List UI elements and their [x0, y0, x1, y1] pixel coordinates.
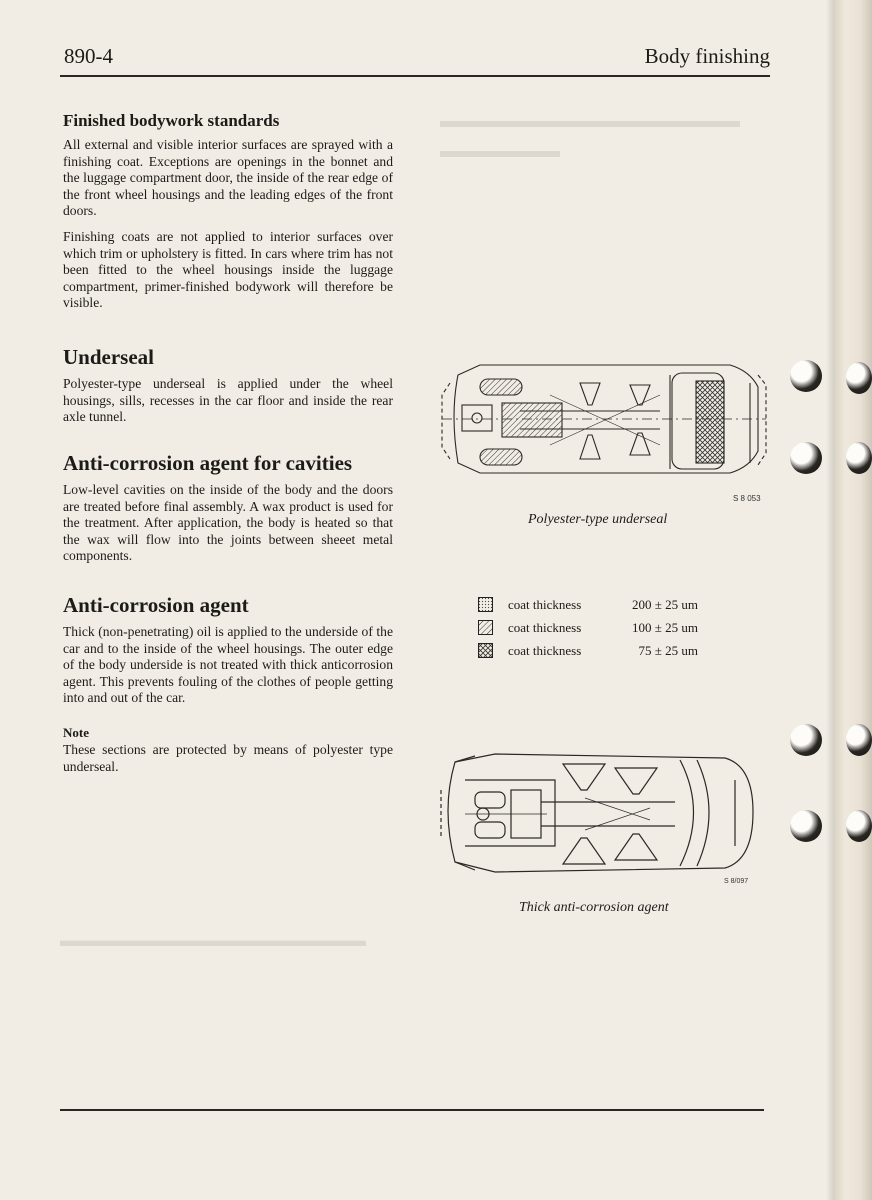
underseal-paragraph: Polyester-type underseal is applied under the wheel housings, sills, recesses in the car floor and inside the rear axle tunnel.	[63, 376, 393, 425]
anticorrosion-section	[63, 593, 393, 716]
anticorrosion-paragraph: Thick (non-penetrating) oil is applied to the underside of the car and to the inside of the wheel housings. The outer edge of the body underside is not treated with thick anticorrosion agent. This prevents fouling of the clothes of people getting into and out of the car.	[63, 624, 393, 706]
binder-hole-icon	[790, 442, 822, 474]
bleed-through-decor: ▬▬▬▬▬▬▬▬▬▬▬▬▬▬▬	[440, 110, 740, 132]
binder-hole-icon	[846, 810, 872, 842]
footer-rule	[60, 1109, 764, 1111]
finished-bodywork-section	[63, 111, 393, 321]
finished-bodywork-paragraph-2: Finishing coats are not applied to interior surfaces over which trim or upholstery is fitted. In cars where trim has not been fitted to the wheel housings inside the luggage compartment, primer-finished bodywork will therefore be visible.	[63, 228, 393, 311]
section-title: Body finishing	[644, 44, 770, 68]
legend-label: coat thickness	[508, 620, 582, 635]
legend-value: 75 ± 25 um	[638, 643, 698, 658]
anticorrosion-figure-caption: Thick anti-corrosion agent	[519, 900, 669, 915]
note-section	[63, 725, 393, 784]
underseal-section	[63, 345, 393, 435]
underseal-diagram	[440, 355, 770, 500]
note-paragraph: These sections are protected by means of polyester type underseal.	[63, 742, 393, 774]
cavities-heading: Anti-corrosion agent for cavities	[63, 451, 353, 475]
underseal-heading: Underseal	[63, 345, 154, 369]
dotted-swatch-icon	[478, 597, 493, 612]
legend-row	[478, 642, 718, 665]
note-heading: Note	[63, 725, 89, 740]
binder-hole-icon	[846, 362, 872, 394]
underseal-figure-code: S 8 053	[733, 494, 761, 503]
finished-bodywork-heading: Finished bodywork standards	[63, 111, 280, 130]
coat-thickness-legend	[478, 596, 718, 665]
binder-hole-icon	[846, 442, 872, 474]
anticorrosion-diagram	[435, 750, 765, 880]
anticorrosion-figure-code: S 8/097	[724, 878, 749, 885]
next-page-edge	[834, 0, 872, 1200]
anticorrosion-heading: Anti-corrosion agent	[63, 593, 249, 617]
page-number: 890-4	[64, 44, 113, 68]
binder-hole-icon	[790, 810, 822, 842]
legend-label: coat thickness	[508, 643, 582, 658]
legend-row	[478, 619, 718, 642]
binder-hole-icon	[846, 724, 872, 756]
legend-label: coat thickness	[508, 597, 582, 612]
crosshatched-swatch-icon	[478, 643, 493, 658]
bleed-through-decor: ▬▬▬▬▬▬▬▬▬▬▬▬▬▬▬▬▬	[60, 930, 366, 950]
finished-bodywork-paragraph-1: All external and visible interior surfaces are sprayed with a finishing coat. Exceptions are openings in the bonnet and the luggage compartment door, the inside of the rear edge of the front wheel housings and the leading edges of the front doors.	[63, 137, 393, 219]
header-rule	[60, 75, 770, 77]
cavities-paragraph: Low-level cavities on the inside of the body and the doors are treated before final assembly. A wax product is used for the treatment. After application, the body is heated so that the wax will flow into the joints between sheeet metal components.	[63, 482, 393, 564]
underseal-figure-caption: Polyester-type underseal	[528, 512, 668, 527]
binder-hole-icon	[790, 724, 822, 756]
legend-value: 100 ± 25 um	[632, 620, 698, 635]
hatched-swatch-icon	[478, 620, 493, 635]
binder-hole-icon	[790, 360, 822, 392]
cavities-section	[63, 451, 393, 574]
bleed-through-decor: ▬▬▬▬▬▬	[440, 140, 560, 162]
legend-row	[478, 596, 718, 619]
legend-value: 200 ± 25 um	[632, 597, 698, 612]
